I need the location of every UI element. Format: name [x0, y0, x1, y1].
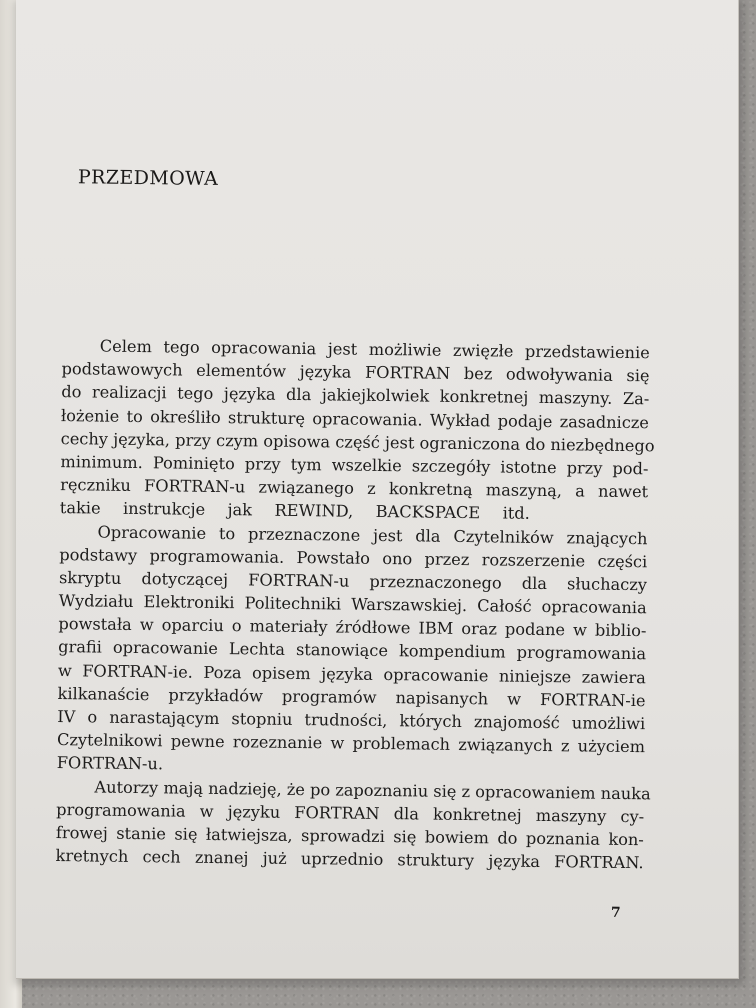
text-line: kretnych cech znanej już uprzednio struktury języka FORTRAN. — [55, 846, 644, 873]
book-page — [16, 0, 739, 979]
text-line: podstawy programowania. Powstało ono przez rozszerzenie części — [59, 544, 648, 571]
text-line: grafii opracowanie Lechta stanowiące kompendium programowania — [58, 637, 647, 664]
text-line: Autorzy mają nadzieję, że po zapoznaniu się z opracowaniem nauka — [94, 777, 651, 803]
text-line: Celem tego opracowania jest możliwie zwięzłe przedstawienie — [99, 336, 650, 363]
text-line: łożenie to określiło strukturę opracowania. Wykład podaje zasadnicze — [60, 405, 650, 432]
text-line: skryptu dotyczącej FORTRAN-u przeznaczonego dla słuchaczy — [58, 567, 648, 595]
text-line: powstała w oparciu o materiały źródłowe IBM oraz podane w biblio- — [58, 614, 647, 641]
text-line: do realizacji tego języka dla jakiejkolwiek konkretnej maszyny. Za- — [61, 382, 650, 409]
page-number: 7 — [610, 904, 621, 921]
text-line: Wydziału Elektroniki Politechniki Warszawskiej. Całość opracowania — [58, 591, 647, 618]
text-line: w FORTRAN-ie. Poza opisem języka opracowanie niniejsze zawiera — [57, 660, 646, 687]
preface-body — [55, 334, 655, 874]
text-line: programowania w języku FORTRAN dla konkretnej maszyny cy- — [56, 799, 645, 826]
text-line: podstawowych elementów języka FORTRAN bez odwoływania się — [61, 359, 650, 386]
text-line: Opracowanie to przeznaczone jest dla Czytelników znających — [97, 522, 648, 548]
text-line: kilkanaście przykładów programów napisanych w FORTRAN-ie — [57, 683, 646, 711]
text-line: frowej stanie się łatwiejsza, sprowadzi się bowiem do poznania kon- — [55, 822, 644, 850]
page-content — [16, 0, 739, 979]
page-title: PRZEDMOWA — [77, 166, 219, 190]
text-line: Czytelnikowi pewne rozeznanie w problemach związanych z użyciem — [56, 730, 646, 757]
text-line: ręczniku FORTRAN-u związanego z konkretną maszyną, a nawet — [60, 475, 649, 502]
text-line: cechy języka, przy czym opisowa część jest ograniczona do niezbędnego — [60, 428, 655, 456]
text-line: FORTRAN-u. — [56, 753, 164, 774]
text-line: IV o narastającym stopniu trudności, których znajomość umożliwi — [57, 707, 646, 734]
text-line: minimum. Pominięto przy tym wszelkie szczegóły istotne przy pod- — [60, 452, 649, 479]
text-line: takie instrukcje jak REWIND, BACKSPACE itd. — [59, 498, 530, 524]
